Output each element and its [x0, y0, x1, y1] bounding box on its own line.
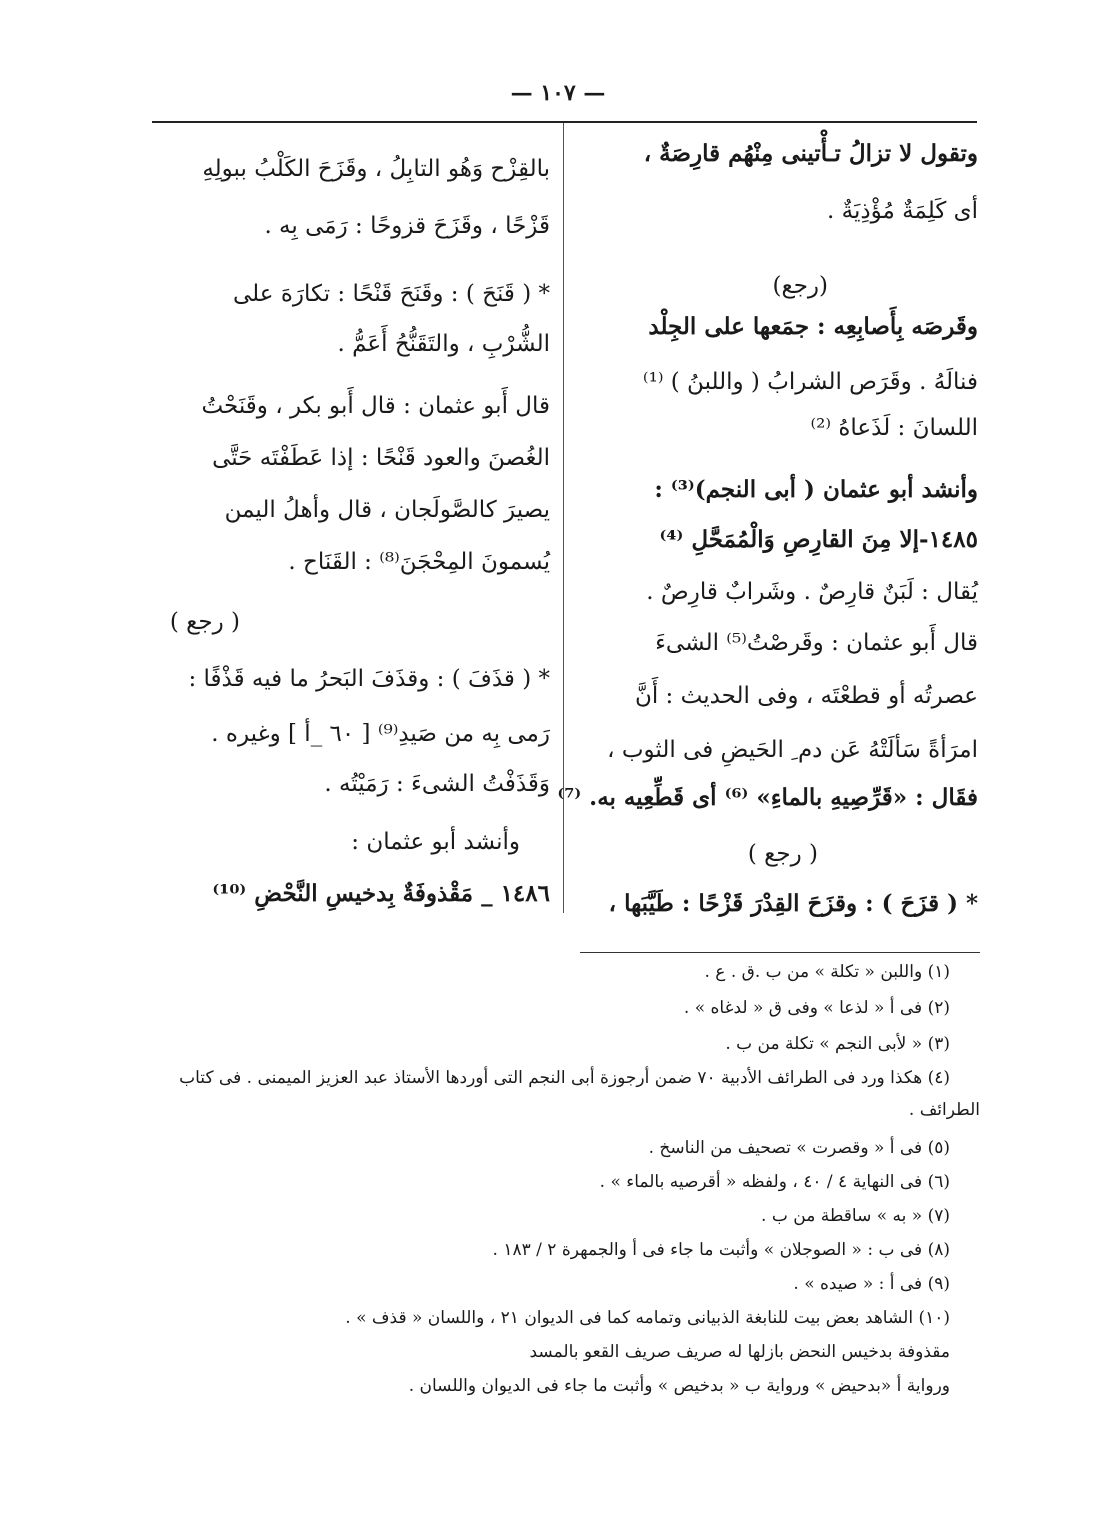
text-line: بالقِزْح وَهُو التابِلُ ، وقَزَحَ الكَلْبُ ببولِهِ — [202, 156, 550, 182]
text-line: * ( قَنَحَ ) : وقَنَحَ قَنْحًا : تكارَهَ على — [233, 281, 550, 307]
text-line: فنالَهُ . وقَرَص الشرابُ ( واللبنُ ) ⁽¹⁾ — [642, 369, 978, 395]
text-line: أى كَلِمَةٌ مُؤْذِيَةٌ . — [826, 198, 978, 224]
text-line: قال أَبو عثمان : قال أَبو بكر ، وقَنَحْتُ — [201, 393, 550, 419]
text-line: يُسمونَ المِحْجَنَ⁽⁸⁾ : القَنَاح . — [288, 549, 550, 575]
footnote-rule — [580, 952, 980, 953]
footnote: (٩) فى أ : « صيده » . — [793, 1274, 950, 1294]
text-line: يُقال : لَبَنٌ قارِصٌ . وشَرابٌ قارِصٌ . — [646, 579, 978, 605]
text-line: * ( قذَفَ ) : وقذَفَ البَحرُ ما فيه قَذْفًا : — [188, 666, 550, 692]
text-line: وقَرصَه بِأَصابِعِه : جمَعها على الجِلْد — [648, 313, 978, 340]
section-marker: (رجع) — [772, 273, 828, 299]
footnote: ورواية أ «بدحيض » ورواية ب « بدخيص » وأثبت ما جاء فى الديوان واللسان . — [408, 1376, 950, 1396]
footnote: (٨) فى ب : « الصوجلان » وأثبت ما جاء فى أ والجمهرة ٢ / ١٨٣ . — [492, 1240, 950, 1260]
text-line: وتقول لا تزالُ تـأْتينى مِنْهُم قارِصَةٌ ، — [643, 140, 978, 167]
footnote: (١٠) الشاهد بعض بيت للنابغة الذبيانى وتمامه كما فى الديوان ٢١ ، واللسان « قذف » . — [345, 1308, 950, 1328]
footnote: (١) واللبن « تكلة » من ب .ق . ع . — [704, 962, 950, 982]
verse-line: ١٤٨٦ _ مَقْذوفَةٌ بِدخيسِ النَّحْضِ ⁽¹⁰⁾ — [212, 880, 550, 907]
section-marker: ( رجع ) — [747, 841, 818, 867]
text-line: امرَأةً سَألَتْهُ عَن دم ِ الحَيضِ فى الثوب ، — [607, 737, 978, 763]
text-line: يصيرَ كالصَّولَجان ، قال وأهلُ اليمن — [224, 497, 550, 523]
page-number: — ١٠٧ — — [510, 80, 606, 106]
footnote: (٦) فى النهاية ٤ / ٤٠ ، ولفظه « أقرصيه بالماء » . — [599, 1172, 950, 1192]
text-line: الغُصنَ والعود قَنْحًا : إذا عَطَفْتَه حَتَّى — [212, 445, 550, 471]
text-line: اللسانَ : لَذَعاهُ ⁽²⁾ — [810, 415, 978, 441]
verse-line: ١٤٨٥-إلا مِنَ القارِصِ وَالْمُمَحَّلِ ⁽⁴⁾ — [659, 526, 978, 553]
text-line: وأنشد أبو عثمان : — [351, 829, 520, 855]
footnote: (٣) « لأبى النجم » تكلة من ب . — [725, 1034, 950, 1054]
text-line: قال أَبو عثمان : وقَرصْتُ⁽⁵⁾ الشىءَ — [655, 630, 978, 656]
header-rule — [152, 121, 977, 123]
footnote: (٢) فى أ « لذعا » وفى ق « لدغاه » . — [683, 998, 950, 1018]
text-line: وأنشد أبو عثمان ( أبى النجم)⁽³⁾ : — [654, 476, 978, 503]
footnote: (٤) هكذا ورد فى الطرائف الأدبية ٧٠ ضمن أرجوزة أبى النجم التى أوردها الأستاذ عبد العزيز الميمنى . فى كتاب — [179, 1068, 950, 1088]
footnote-verse: مقذوفة بدخيس النحض بازلها له صريف صريف القعو بالمسد — [529, 1342, 950, 1362]
text-line: فقَال : «قَرِّصِيهِ بالماءِ» ⁽⁶⁾ أى قَطِّعِيه به. ⁽⁷⁾ — [557, 784, 978, 811]
text-line: وَقَذَفْتُ الشىءَ : رَمَيْتُه . — [324, 771, 550, 797]
text-line: قَزْحًا ، وقَزَحَ قزوحًا : رَمَى بِه . — [264, 213, 550, 239]
footnote: الطرائف . — [908, 1100, 980, 1120]
text-line: عصرتُه أو قطعْتَه ، وفى الحديث : أَنَّ — [634, 683, 978, 709]
text-line: رَمى بِه من صَيدِ⁽⁹⁾ [ ٦٠ _أ ] وغيره . — [211, 721, 550, 747]
footnote: (٧) « به » ساقطة من ب . — [761, 1206, 950, 1226]
footnote: (٥) فى أ « وقصرت » تصحيف من الناسخ . — [648, 1138, 950, 1158]
section-marker: ( رجع ) — [169, 609, 240, 635]
text-line: الشُّرْبِ ، والتَقَنُّحُ أَعَمُّ . — [337, 331, 550, 357]
text-line: * ( قزَحَ ) : وقزَحَ القِدْرَ قَزْحًا : طَيَّبَها ، — [608, 890, 978, 917]
